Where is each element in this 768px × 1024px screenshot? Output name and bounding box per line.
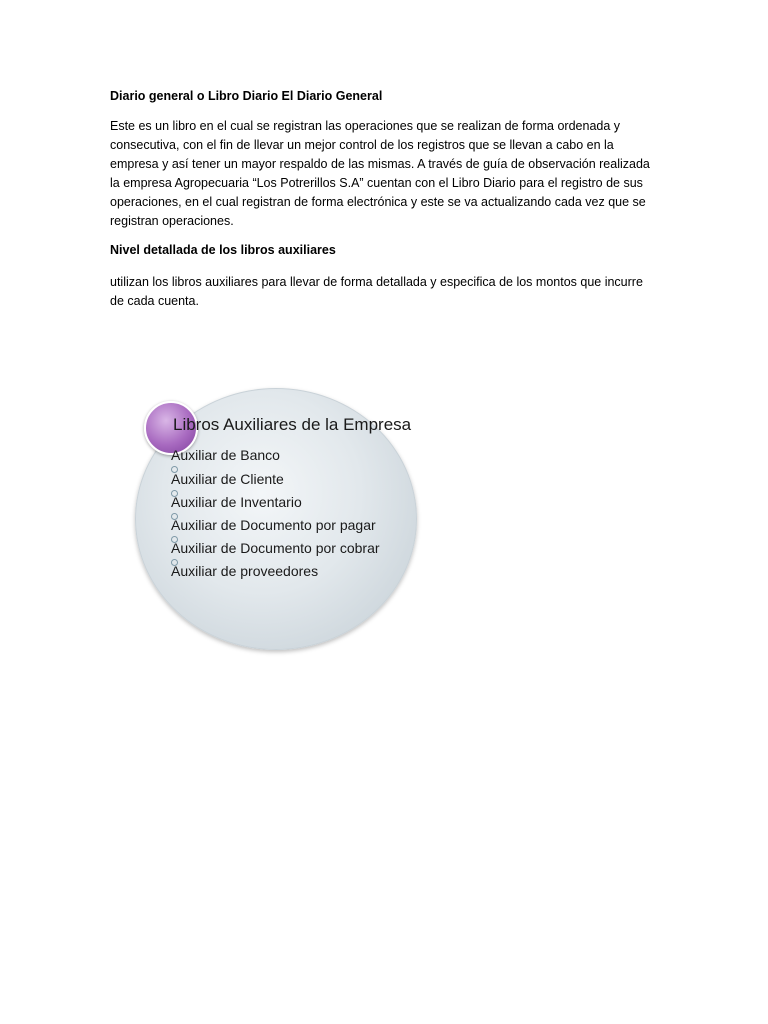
diagram-list-item: Auxiliar de Cliente bbox=[171, 471, 284, 487]
diagram-list-item: Auxiliar de Inventario bbox=[171, 494, 302, 510]
document-title: Diario general o Libro Diario El Diario General bbox=[110, 89, 383, 103]
diagram-title: Libros Auxiliares de la Empresa bbox=[173, 415, 412, 434]
diagram-list-item: Auxiliar de Banco bbox=[171, 447, 280, 463]
diagram-list-item: Auxiliar de Documento por cobrar bbox=[171, 540, 380, 556]
auxiliary-books-diagram bbox=[135, 388, 417, 650]
paragraph-libros-auxiliares: utilizan los libros auxiliares para llevar de forma detallada y especifica de los montos que incurre de cada cuenta. bbox=[110, 275, 643, 308]
diagram-list-item: Auxiliar de Documento por pagar bbox=[171, 517, 376, 533]
diagram-list-item: Auxiliar de proveedores bbox=[171, 563, 319, 579]
section-heading: Nivel detallada de los libros auxiliares bbox=[110, 243, 336, 257]
paragraph-libro-diario: Este es un libro en el cual se registran las operaciones que se realizan de forma ordenada y consecutiva, con el fin de llevar un mejor control de los registros que se llevan a cabo en la empresa y así tener un mayor respaldo de las mismas. A través de guía de observación realizada la empresa Agropecuaria “Los Potrerillos S.A” cuentan con el Libro Diario para el registro de sus operaciones, en el cual registran de forma electrónica y este se va actualizando cada vez que se registran operaciones. bbox=[110, 119, 650, 228]
